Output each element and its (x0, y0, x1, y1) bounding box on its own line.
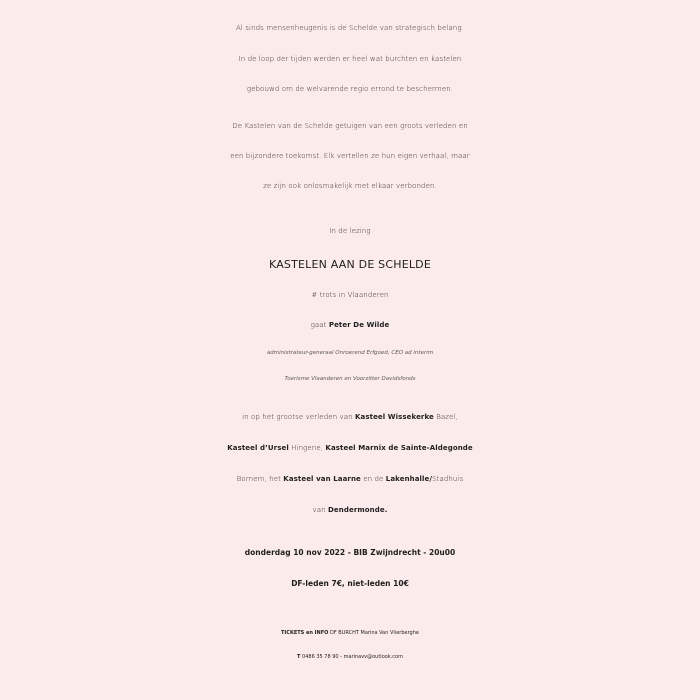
castles-text: Hingene, (288, 444, 326, 452)
intro-p2-line1: De Kastelen van de Schelde getuigen van een groots verleden en (232, 122, 468, 130)
tickets-text: DF BURCHT Marina Van Vlierberghe (328, 630, 419, 636)
intro-p1-line2: In de loop der tijden werden er heel wat burchten en kastelen (238, 55, 462, 63)
castle-name: Kasteel d’Ursel (227, 444, 289, 452)
contact-phone (0, 655, 700, 660)
castle-name: Dendermonde. (328, 506, 388, 514)
castles-line2 (0, 445, 700, 452)
castle-name: Kasteel van Laarne (283, 475, 361, 483)
castles-text: in op het grootse verleden van (242, 413, 356, 421)
castle-name: Kasteel Marnix de Sainte-Aldegonde (325, 444, 473, 452)
castles-text: Bornem, het (236, 475, 284, 483)
castles-text: Bazel, (433, 413, 458, 421)
event-prices: DF-leden 7€, niet-leden 10€ (291, 579, 409, 588)
intro-p2-line3: ze zijn ook onlosmakelijk met elkaar verbonden. (263, 182, 437, 190)
speaker-prefix: gaat (310, 321, 329, 329)
phone-email-text: 0486 35 78 90 - marinavv@outlook.com (300, 654, 403, 660)
contact-tickets (0, 631, 700, 636)
castles-line1 (0, 414, 700, 421)
castle-name: Kasteel Wissekerke (355, 413, 434, 421)
lecture-title: KASTELEN AAN DE SCHELDE (268, 258, 432, 271)
intro-p1-line1: Al sinds mensenheugenis is de Schelde van strategisch belang. (236, 24, 464, 32)
speaker-role-line1: administrateur-generaal Onroerend Erfgoed, CEO ad interim (266, 350, 434, 356)
castles-text: en de (360, 475, 386, 483)
tickets-label: TICKETS en INFO (281, 630, 329, 636)
castles-line4 (0, 507, 700, 514)
event-datetime: donderdag 10 nov 2022 - BIB Zwijndrecht - 20u00 (244, 548, 456, 557)
lecture-intro: In de lezing (329, 227, 371, 235)
castles-line3 (0, 476, 700, 483)
castles-text: Stadhuis (432, 475, 464, 483)
speaker-line (0, 322, 700, 329)
intro-p2-line2: een bijzondere toekomst. Elk vertellen ze hun eigen verhaal, maar (230, 152, 470, 160)
castles-text: van (312, 506, 329, 514)
castle-name: Lakenhalle/ (385, 475, 433, 483)
intro-p1-line3: gebouwd om de welvarende regio errond te beschermen. (246, 85, 454, 93)
phone-label: T (297, 654, 301, 660)
speaker-role-line2: Toerisme Vlaanderen en Voorzitter Davidsfonds (284, 376, 416, 382)
speaker-name: Peter De Wilde (328, 321, 390, 329)
lecture-subtitle: # trots in Vlaanderen (311, 291, 389, 299)
